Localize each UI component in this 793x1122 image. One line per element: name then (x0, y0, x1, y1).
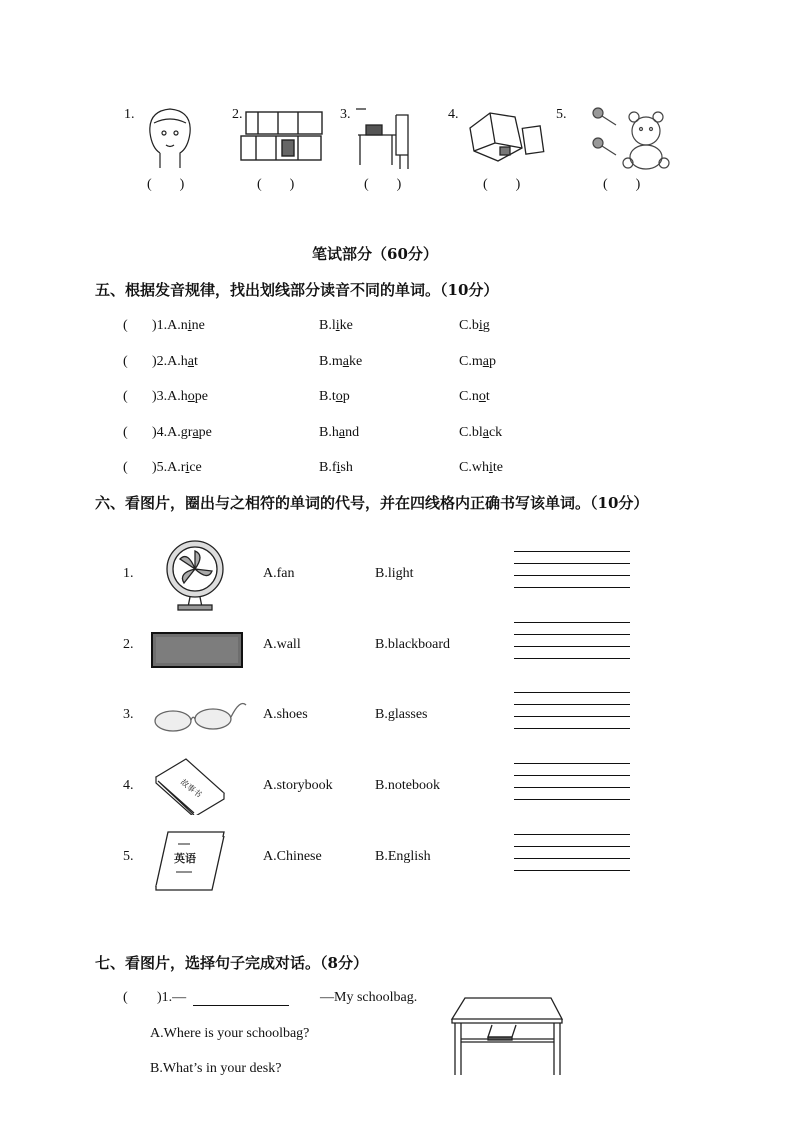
shelf-icon (238, 108, 326, 163)
underlined-letter: a (338, 425, 346, 440)
word-part: )4.A.gr (152, 425, 193, 440)
word-part: ne (191, 318, 205, 333)
underlined-letter: i (185, 460, 190, 475)
underlined-letter: o (335, 389, 343, 404)
underlined-letter: i (187, 318, 192, 333)
option-a[interactable]: A.Chinese (263, 849, 322, 864)
word-part: ke (339, 318, 353, 333)
underlined-letter: a (192, 425, 199, 440)
option-b[interactable]: B.English (375, 849, 431, 864)
word-part: ce (189, 460, 202, 475)
word-part: p (488, 354, 496, 369)
underlined-letter: i (335, 318, 340, 333)
word-part: pe (194, 389, 208, 404)
underlined-letter: i (336, 460, 341, 475)
word-part: p (342, 389, 350, 404)
section7-heading: 七、看图片，选择句子完成对话。（8分） (95, 954, 368, 972)
answer-bracket-open[interactable]: ( (123, 460, 128, 475)
option-b (319, 426, 359, 440)
underlined-letter: o (478, 389, 486, 404)
option-c (459, 355, 496, 369)
option-a (152, 355, 198, 369)
underlined-letter: i (488, 460, 493, 475)
answer-bracket-open[interactable]: ( (123, 318, 128, 333)
girl-face-icon (140, 103, 200, 173)
answer-bracket[interactable]: ( ) (603, 177, 641, 192)
section5-heading: 五、根据发音规律，找出划线部分读音不同的单词。（10分） (95, 281, 499, 299)
svg-text:故事书: 故事书 (178, 777, 204, 800)
pic-number: 2. (232, 107, 243, 122)
word-part: g (482, 318, 490, 333)
word-part: )3.A.h (152, 389, 188, 404)
word-part: C.wh (459, 460, 489, 475)
word-part: t (194, 354, 198, 369)
answer-bracket-open[interactable]: ( (123, 990, 128, 1005)
underlined-letter: a (342, 354, 349, 369)
schoolbag-icon (460, 103, 545, 165)
word-part: ck (488, 425, 503, 440)
word-part: B.t (319, 389, 336, 404)
word-part: t (485, 389, 490, 404)
question-number: 2. (123, 637, 134, 652)
answer-bracket-open[interactable]: ( (123, 425, 128, 440)
english-book-icon (148, 828, 228, 892)
option-a (152, 426, 212, 440)
word-part: C.bl (459, 425, 483, 440)
word-part: C.m (459, 354, 483, 369)
word-part: te (492, 460, 503, 475)
pic-number: 1. (124, 107, 135, 122)
question-number: 3. (123, 707, 134, 722)
word-part: pe (198, 425, 212, 440)
keys-teddy-icon (588, 103, 678, 171)
word-part: B.f (319, 460, 337, 475)
option-c (459, 390, 490, 404)
response-text: —My schoolbag. (320, 990, 418, 1005)
word-part: nd (345, 425, 360, 440)
question-number: 1. (123, 566, 134, 581)
option-a: A.Where is your schoolbag? (150, 1026, 310, 1041)
answer-bracket[interactable]: ( ) (257, 177, 295, 192)
book-label: 英语 (174, 853, 196, 865)
option-a (152, 461, 202, 475)
option-a (152, 390, 208, 404)
question-number: )1.— (157, 990, 187, 1005)
underlined-letter: a (482, 425, 489, 440)
option-b[interactable]: B.glasses (375, 707, 428, 722)
option-c (459, 461, 503, 475)
answer-blank-line[interactable] (193, 1005, 289, 1006)
option-b[interactable]: B.blackboard (375, 637, 451, 652)
option-c (459, 319, 490, 333)
answer-bracket[interactable]: ( ) (364, 177, 402, 192)
word-part: C.b (459, 318, 479, 333)
four-line-writing-grid[interactable] (514, 692, 630, 740)
word-part: )2.A.h (152, 354, 188, 369)
blackboard-icon (150, 631, 245, 669)
option-b (319, 355, 362, 369)
underlined-letter: i (478, 318, 483, 333)
option-b (319, 461, 353, 475)
option-a (152, 319, 205, 333)
underlined-letter: a (482, 354, 489, 369)
word-part: sh (340, 460, 353, 475)
fan-icon (160, 537, 230, 612)
option-a[interactable]: A.storybook (263, 778, 333, 793)
word-part: )1.A.n (152, 318, 188, 333)
option-b (319, 390, 350, 404)
word-part: B.l (319, 318, 336, 333)
question-number: 5. (123, 849, 134, 864)
word-part: )5.A.r (152, 460, 186, 475)
answer-bracket-open[interactable]: ( (123, 354, 128, 369)
word-part: B.m (319, 354, 343, 369)
pic-number: 3. (340, 107, 351, 122)
storybook-icon (150, 755, 230, 815)
desk-chair-icon (352, 105, 412, 170)
word-part: ke (348, 354, 363, 369)
option-c (459, 426, 502, 440)
option-a[interactable]: A.fan (263, 566, 295, 581)
four-line-writing-grid[interactable] (514, 834, 630, 882)
option-a[interactable]: A.shoes (263, 707, 308, 722)
four-line-writing-grid[interactable] (514, 551, 630, 599)
pic-number: 5. (556, 107, 567, 122)
four-line-writing-grid[interactable] (514, 622, 630, 670)
section6-heading: 六、看图片，圈出与之相符的单词的代号，并在四线格内正确书写该单词。（10分） (95, 494, 649, 512)
answer-bracket[interactable]: ( ) (483, 177, 521, 192)
pic-number: 4. (448, 107, 459, 122)
underlined-letter: a (187, 354, 194, 369)
word-part: C.n (459, 389, 479, 404)
underlined-letter: o (187, 389, 195, 404)
option-b: B.What’s in your desk? (150, 1061, 282, 1076)
four-line-writing-grid[interactable] (514, 763, 630, 811)
desk-icon (450, 995, 566, 1075)
option-b (319, 319, 353, 333)
answer-bracket-open[interactable]: ( (123, 389, 128, 404)
glasses-icon (148, 695, 248, 735)
option-b[interactable]: B.notebook (375, 778, 440, 793)
question-number: 4. (123, 778, 134, 793)
answer-bracket[interactable]: ( ) (147, 177, 185, 192)
option-b[interactable]: B.light (375, 566, 414, 581)
written-part-title: 笔试部分（60分） (312, 245, 438, 263)
word-part: B.h (319, 425, 339, 440)
option-a[interactable]: A.wall (263, 637, 301, 652)
